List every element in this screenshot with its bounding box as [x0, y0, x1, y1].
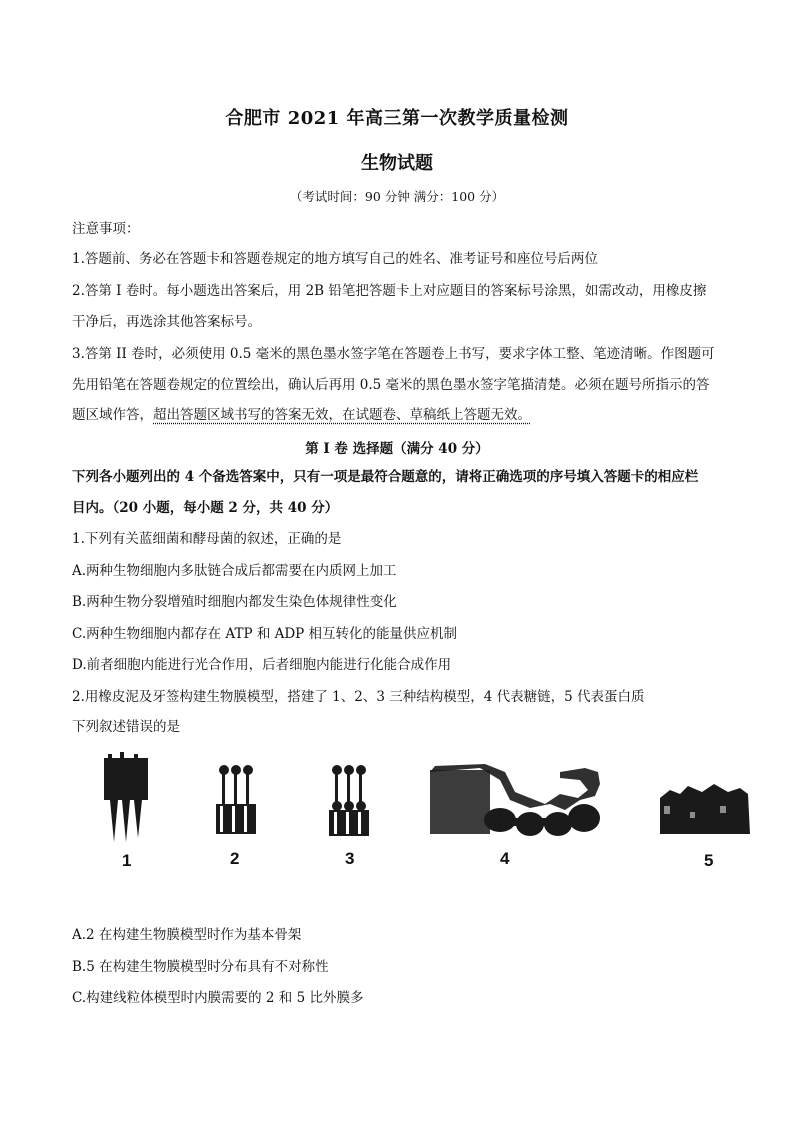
notice-item-3-plain: 题区域作答，	[72, 407, 153, 423]
figure-label-1: 1	[122, 851, 132, 870]
membrane-model-figure	[90, 750, 770, 880]
q2-option-a: A.2 在构建生物膜模型时作为基本骨架	[72, 927, 302, 943]
q1-option-a: A.两种生物细胞内多肽链合成后都需要在内质网上加工	[72, 563, 397, 579]
section-instruction-line-2: 目内。（20 小题，每小题 2 分，共 40 分）	[72, 500, 339, 516]
section-title: 第 I 卷 选择题（满分 40 分）	[305, 441, 489, 457]
notice-item-2-line-1: 2.答第 I 卷时。每小题选出答案后，用 2B 铅笔把答题卡上对应题目的答案标号涂黑，如需改动，用橡皮擦	[72, 283, 707, 299]
notice-item-3-line-1: 3.答第 II 卷时，必须使用 0.5 毫米的黑色墨水签字笔在答题卷上书写，要求字体工整、笔迹清晰。作图题可	[72, 346, 715, 362]
q1-option-d: D.前者细胞内能进行光合作用，后者细胞内能进行化能合成作用	[72, 657, 452, 673]
notice-item-2-line-2: 干净后，再选涂其他答案标号。	[72, 314, 261, 330]
figure-label-4: 4	[500, 849, 510, 868]
notice-item-3-line-3	[72, 406, 732, 424]
figure-label-2: 2	[230, 849, 240, 868]
q2-stem-line-2: 下列叙述错误的是	[72, 719, 180, 735]
exam-info: （考试时间：90 分钟 满分：100 分）	[289, 189, 505, 204]
q2-stem-line-1: 2.用橡皮泥及牙签构建生物膜模型，搭建了 1、2、3 三种结构模型，4 代表糖链，5 代表蛋白质	[72, 689, 645, 705]
model-2-image	[216, 765, 256, 834]
notice-heading: 注意事项：	[72, 221, 140, 237]
figure-label-5: 5	[704, 851, 714, 870]
q2-option-b: B.5 在构建生物膜模型时分布具有不对称性	[72, 959, 329, 975]
exam-title: 合肥市 2021 年高三第一次教学质量检测	[225, 108, 569, 129]
notice-item-3-emphasis: 超出答题区域书写的答案无效，在试题卷、草稿纸上答题无效。	[153, 407, 531, 423]
q1-option-b: B.两种生物分裂增殖时细胞内都发生染色体规律性变化	[72, 594, 397, 610]
section-instruction-line-1: 下列各小题列出的 4 个备选答案中，只有一项是最符合题意的，请将正确选项的序号填入答题卡的相应栏	[72, 469, 699, 485]
model-3-image	[329, 765, 369, 836]
model-5-image	[660, 784, 750, 834]
membrane-model-illustration	[90, 750, 770, 880]
q2-option-c: C.构建线粒体模型时内膜需要的 2 和 5 比外膜多	[72, 990, 364, 1006]
q1-stem: 1.下列有关蓝细菌和酵母菌的叙述，正确的是	[72, 531, 342, 547]
q1-option-c: C.两种生物细胞内都存在 ATP 和 ADP 相互转化的能量供应机制	[72, 626, 458, 642]
notice-item-1: 1.答题前、务必在答题卡和答题卷规定的地方填写自己的姓名、准考证号和座位号后两位	[72, 251, 598, 267]
model-1-image	[104, 752, 148, 842]
model-4-image	[430, 764, 600, 836]
notice-item-3-line-2: 先用铅笔在答题卷规定的位置绘出，确认后再用 0.5 毫米的黑色墨水签字笔描清楚。必须在题号所指示的答	[72, 377, 710, 393]
figure-label-3: 3	[345, 849, 355, 868]
exam-subtitle: 生物试题	[361, 153, 433, 174]
